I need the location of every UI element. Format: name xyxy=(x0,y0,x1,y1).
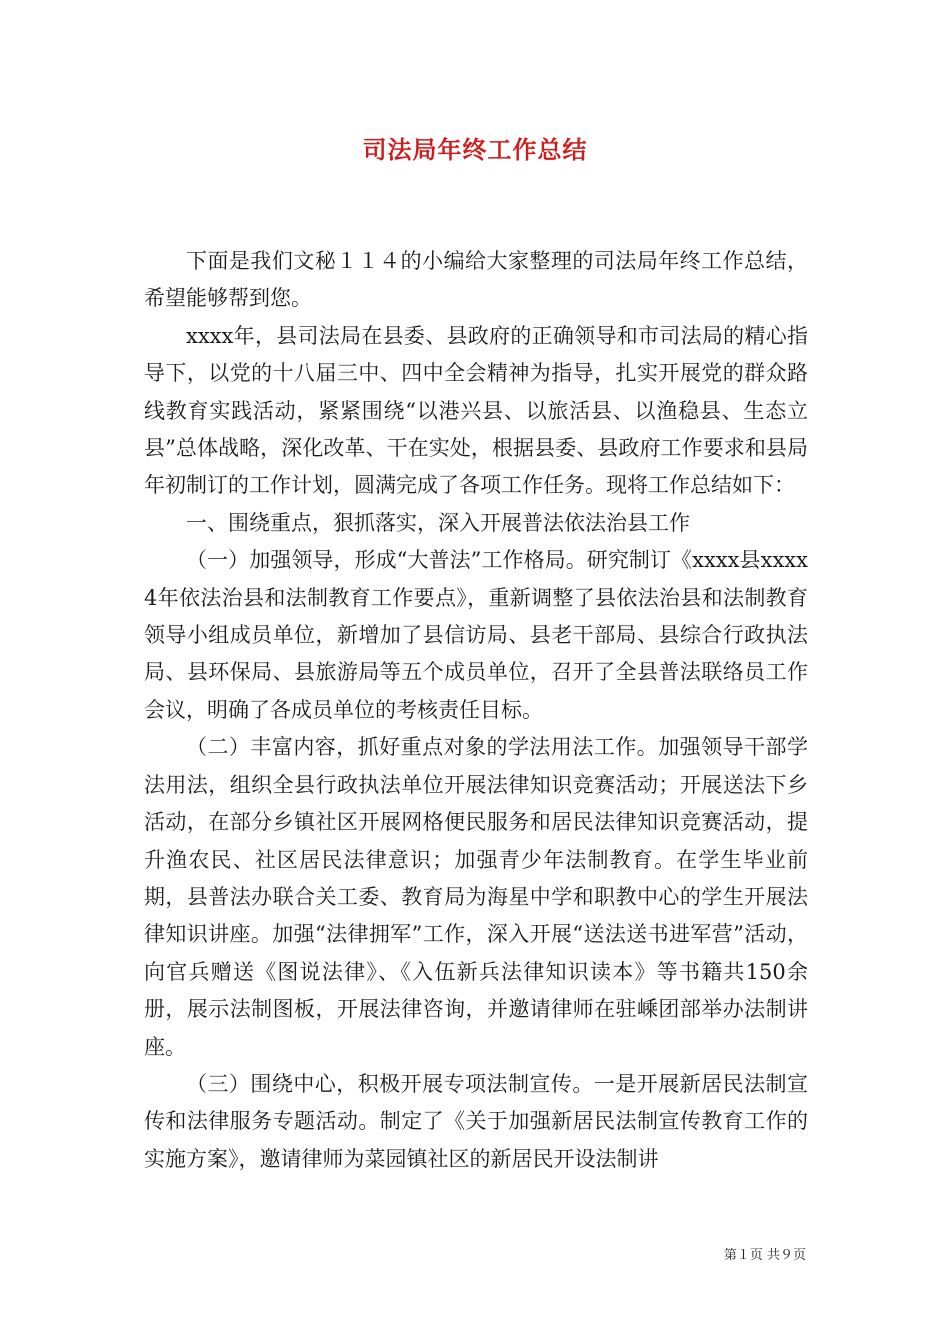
document-title: 司法局年终工作总结 xyxy=(362,135,588,164)
paragraph-section-1-2: （二）丰富内容，抓好重点对象的学法用法工作。加强领导干部学法用法，组织全县行政执法单位开展法律知识竞赛活动；开展送法下乡活动，在部分乡镇社区开展网格便民服务和居民法律知识竞赛活动，提升渔农民、社区居民法律意识；加强青少年法制教育。在学生毕业前期，县普法办联合关工委、教育局为海星中学和职教中心的学生开展法律知识讲座。加强“法律拥军”工作，深入开展“送法送书进军营”活动，向官兵赠送《图说法律》、《入伍新兵法律知识读本》等书籍共150余册，展示法制图板，开展法律咨询，并邀请律师在驻嵊团部举办法制讲座。 xyxy=(144,735,808,1059)
document-body xyxy=(144,243,808,1178)
paragraph-intro: 下面是我们文秘１１４的小编给大家整理的司法局年终工作总结，希望能够帮到您。 xyxy=(144,249,808,311)
paragraph-section-1-3: （三）围绕中心，积极开展专项法制宣传。一是开展新居民法制宣传和法律服务专题活动。制定了《关于加强新居民法制宣传教育工作的实施方案》，邀请律师为菜园镇社区的新居民开设法制讲 xyxy=(144,1071,808,1171)
paragraph-overview: xxxx年，县司法局在县委、县政府的正确领导和市司法局的精心指导下，以党的十八届三中、四中全会精神为指导，扎实开展党的群众路线教育实践活动，紧紧围绕“以港兴县、以旅活县、以渔稳县、生态立县”总体战略，深化改革、干在实处，根据县委、县政府工作要求和县局年初制订的工作计划，圆满完成了各项工作任务。现将工作总结如下： xyxy=(144,323,808,498)
page-number-footer: 第１页 共９页 xyxy=(723,1248,806,1263)
paragraph-section-1-1: （一）加强领导，形成“大普法”工作格局。研究制订《xxxx县xxxx4年依法治县和法制教育工作要点》，重新调整了县依法治县和法制教育领导小组成员单位，新增加了县信访局、县老干部局、县综合行政执法局、县环保局、县旅游局等五个成员单位，召开了全县普法联络员工作会议，明确了各成员单位的考核责任目标。 xyxy=(144,548,808,722)
section-heading-1: 一、围绕重点，狠抓落实，深入开展普法依法治县工作 xyxy=(186,510,690,535)
